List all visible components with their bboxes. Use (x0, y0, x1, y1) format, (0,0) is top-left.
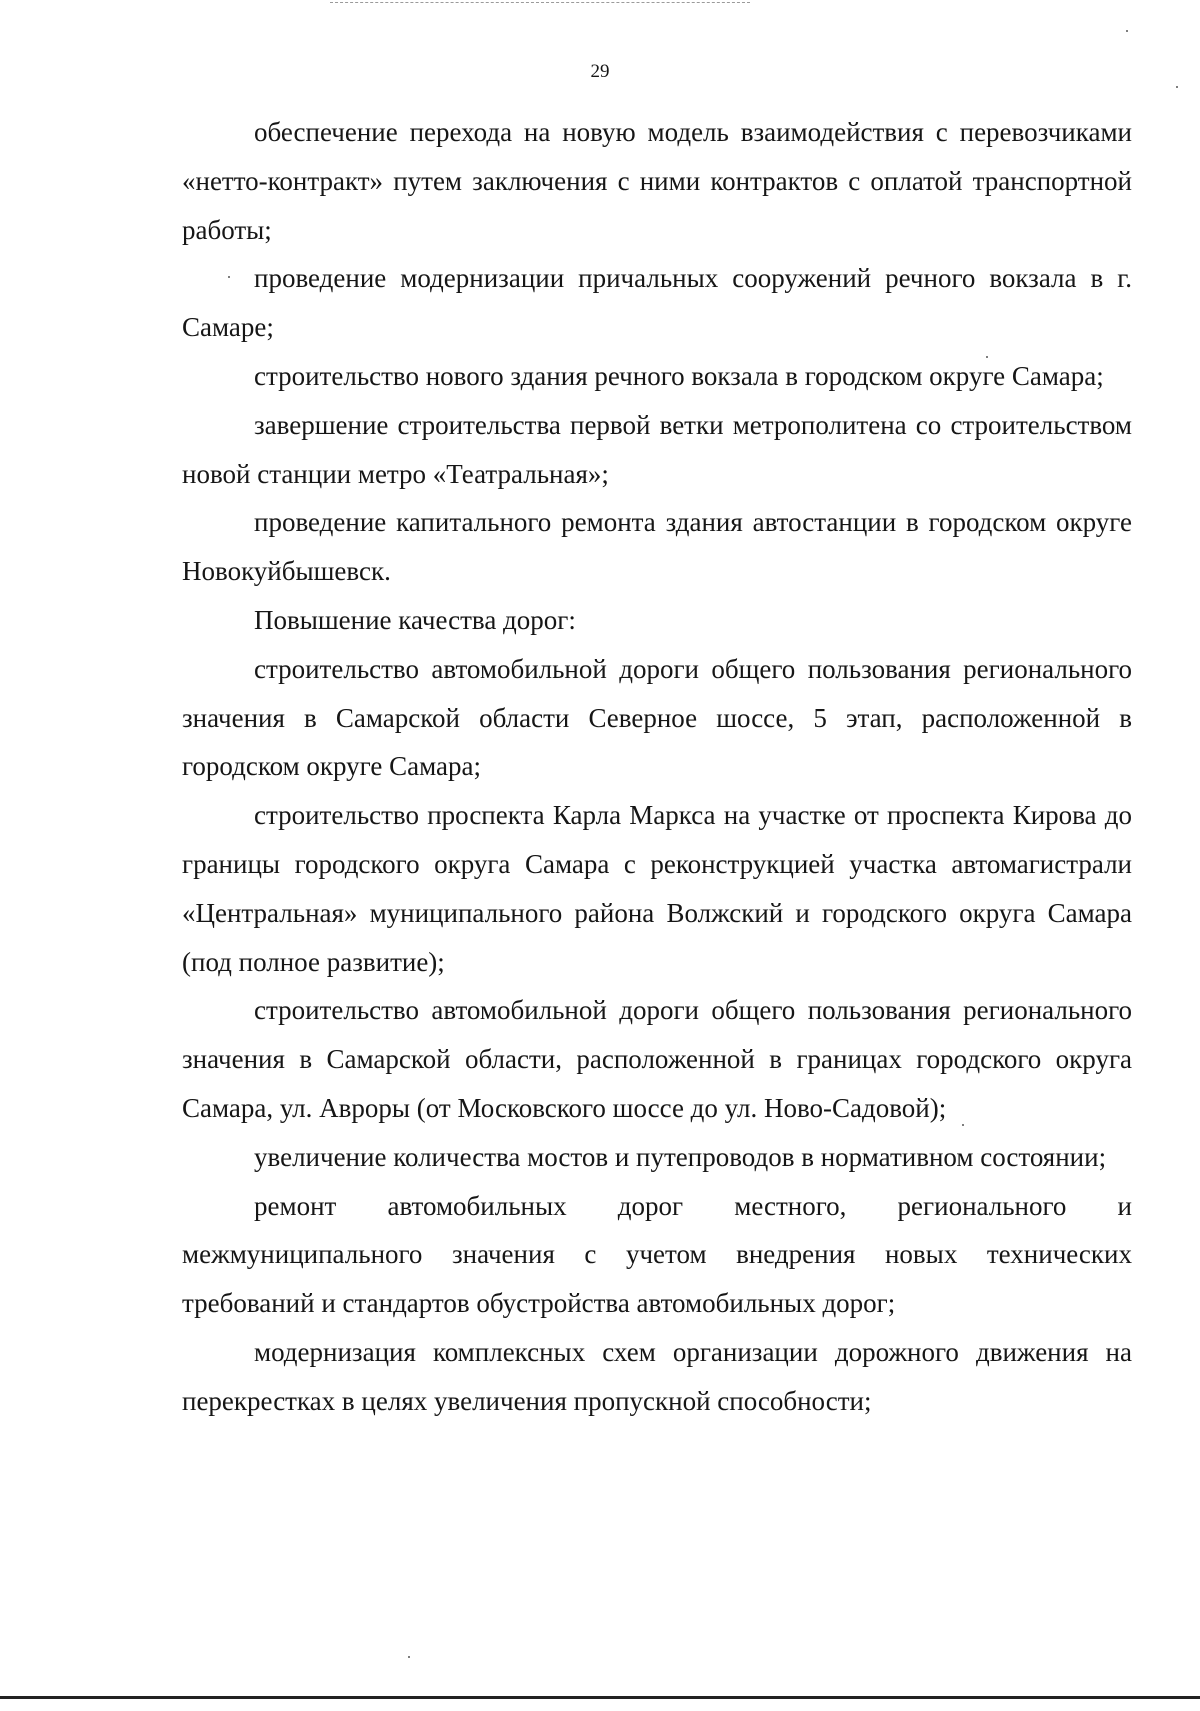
scan-speck (986, 356, 988, 358)
scan-speck (962, 1124, 964, 1126)
bottom-scan-edge (0, 1696, 1200, 1699)
scan-speck (1126, 30, 1128, 32)
document-body (182, 108, 1132, 1426)
paragraph: проведение модернизации причальных сооружений речного вокзала в г. Самаре; (182, 263, 1132, 343)
paragraph: строительство автомобильной дороги общего пользования регионального значения в Самарской области Северное шоссе, 5 этап, расположенной в городском округе Самара; (182, 653, 1132, 782)
paragraph: строительство автомобильной дороги общего пользования регионального значения в Самарской области, расположенной в границах городского округа Самара, ул. Авроры (от Московского шоссе до ул. Ново-Садовой); (182, 995, 1132, 1123)
paragraph: модернизация комплексных схем организации дорожного движения на перекрестках в целях увеличения пропускной способности; (182, 1336, 1132, 1416)
paragraph: проведение капитального ремонта здания автостанции в городском округе Новокуйбышевск. (182, 507, 1132, 587)
top-scan-line (330, 2, 750, 4)
scan-speck (1176, 86, 1178, 88)
paragraph: обеспечение перехода на новую модель взаимодействия с перевозчиками «нетто-контракт» путем заключения с ними контрактов с оплатой транспортной работы; (182, 117, 1132, 245)
page-number: 29 (590, 61, 610, 82)
paragraph: увеличение количества мостов и путепроводов в нормативном состоянии; (254, 1141, 1107, 1172)
paragraph: ремонт автомобильных дорог местного, регионального и межмуниципального значения с учетом внедрения новых технических требований и стандартов обустройства автомобильных дорог; (182, 1190, 1132, 1319)
paragraph: строительство проспекта Карла Маркса на участке от проспекта Кирова до границы городского округа Самара с реконструкцией участка автомагистрали «Центральная» муниципального района Волжский и городского округа Самара (под полное развитие); (182, 800, 1132, 977)
paragraph: строительство нового здания речного вокзала в городском округе Самара; (254, 360, 1104, 391)
paragraph: завершение строительства первой ветки метрополитена со строительством новой станции метро «Театральная»; (182, 409, 1132, 489)
scan-speck (228, 276, 230, 278)
section-heading: Повышение качества дорог: (254, 604, 576, 635)
scan-speck (408, 1656, 410, 1658)
